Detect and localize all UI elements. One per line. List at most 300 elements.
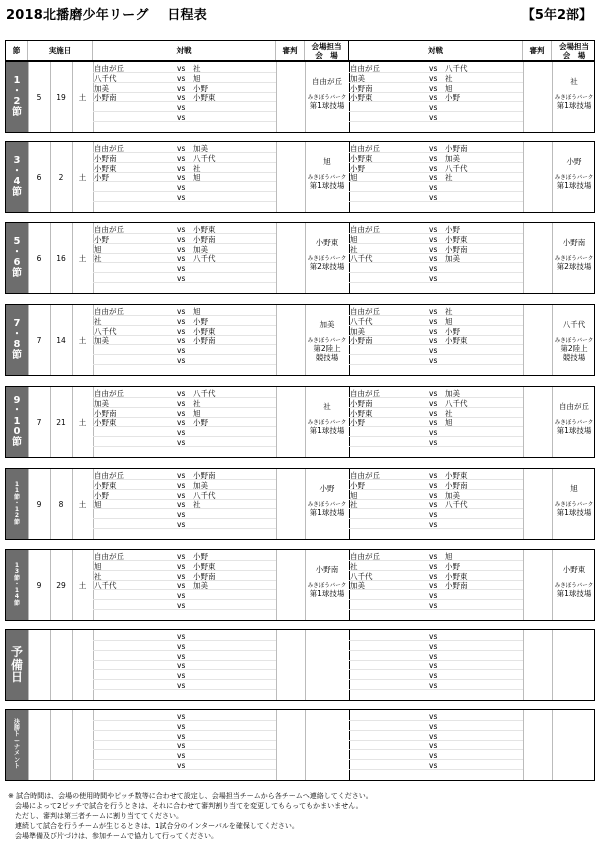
home-team: 小野東: [94, 163, 117, 173]
vs-label: vs: [429, 398, 438, 408]
match-row: [349, 601, 523, 610]
away-team: 小野: [193, 316, 208, 326]
column-divider: [305, 710, 306, 780]
round-label: [6, 305, 28, 375]
column-divider: [552, 710, 553, 780]
venue-park: みきぼうパーク: [554, 420, 594, 426]
round-label-char: ・: [12, 85, 22, 97]
home-team: 小野: [350, 163, 365, 173]
match-row: [349, 64, 523, 73]
match-row: [93, 317, 276, 326]
round-block: [5, 304, 595, 376]
venue-field: 第1球技場: [309, 589, 345, 598]
home-team: 小野南: [350, 398, 373, 408]
column-divider: [28, 142, 29, 212]
away-team: 小野南: [445, 480, 468, 490]
column-divider: [50, 710, 51, 780]
match-row: [93, 399, 276, 408]
vs-label: vs: [177, 153, 186, 163]
vs-label: vs: [177, 581, 186, 591]
column-divider: [72, 550, 73, 620]
vs-label: vs: [429, 336, 438, 346]
vs-label: vs: [177, 264, 186, 274]
match-row: [349, 681, 523, 690]
venue-field: 第1球技場: [556, 101, 592, 110]
vs-label: vs: [429, 581, 438, 591]
match-row: [349, 471, 523, 480]
vs-label: vs: [177, 751, 186, 761]
venue-park: みきぼうパーク: [307, 256, 347, 262]
round-block: [5, 709, 595, 781]
column-divider: [50, 62, 51, 132]
vs-label: vs: [177, 552, 186, 561]
col-referee-right: 審判: [523, 41, 552, 60]
match-row: [349, 93, 523, 102]
match-row: [349, 591, 523, 600]
match-row: [349, 652, 523, 661]
away-team: 旭: [193, 408, 201, 418]
match-row: [93, 642, 276, 651]
vs-label: vs: [429, 408, 438, 418]
match-row: [93, 409, 276, 418]
round-label-char: 3: [14, 568, 20, 576]
match-row: [93, 722, 276, 731]
vs-label: vs: [429, 163, 438, 173]
match-row: [93, 661, 276, 670]
vs-label: vs: [429, 153, 438, 163]
column-divider: [72, 469, 73, 539]
home-team: 自由が丘: [350, 307, 380, 316]
venue-host-team: 小野東: [562, 564, 586, 574]
column-divider: [276, 387, 277, 457]
vs-label: vs: [429, 264, 438, 274]
column-divider: [523, 62, 524, 132]
match-row: [93, 520, 276, 529]
round-block: [5, 141, 595, 213]
round-label-char: 日: [10, 670, 23, 685]
away-team: 旭: [445, 552, 453, 561]
vs-label: vs: [177, 307, 186, 316]
round-label-char: 1: [14, 561, 20, 569]
away-team: 加美: [445, 389, 460, 398]
venue-field: 第1球技場: [309, 181, 345, 190]
match-row: [93, 254, 276, 263]
column-divider: [276, 142, 277, 212]
home-team: 小野南: [94, 93, 117, 103]
date-weekday: 土: [78, 580, 87, 590]
round-block: [5, 61, 595, 133]
home-team: 小野: [350, 418, 365, 428]
venue-field: 第1球技場: [556, 426, 592, 435]
venue-field: 第2球技場: [309, 262, 345, 271]
col-venue-left: 会場担当 会 場: [305, 41, 349, 60]
match-row: [349, 164, 523, 173]
home-team: 加美: [350, 581, 365, 591]
home-team: 自由が丘: [94, 552, 124, 561]
round-label-char: 節: [13, 599, 20, 607]
date-month: 6: [36, 253, 42, 263]
match-row: [349, 741, 523, 750]
column-divider: [523, 630, 524, 700]
round-block: [5, 468, 595, 540]
match-row: [93, 193, 276, 202]
match-row: [349, 399, 523, 408]
column-divider: [72, 710, 73, 780]
round-label-char: 1: [13, 415, 21, 427]
home-team: 小野南: [350, 83, 373, 93]
match-row: [93, 356, 276, 365]
home-team: 自由が丘: [350, 552, 380, 561]
match-row: [93, 235, 276, 244]
round-label-char: 2: [13, 96, 21, 107]
home-team: 自由が丘: [350, 144, 380, 153]
vs-label: vs: [429, 193, 438, 202]
vs-label: vs: [177, 651, 186, 661]
match-row: [93, 346, 276, 355]
vs-label: vs: [177, 103, 186, 113]
home-team: 小野東: [350, 153, 373, 163]
vs-label: vs: [177, 144, 186, 153]
round-label-char: 節: [12, 106, 22, 118]
venue-park: みきぼうパーク: [554, 583, 594, 589]
column-divider: [50, 223, 51, 293]
match-row: [349, 520, 523, 529]
vs-label: vs: [429, 601, 438, 610]
column-divider: [523, 305, 524, 375]
away-team: 社: [445, 173, 453, 183]
venue-park: みきぼうパーク: [307, 175, 347, 181]
away-team: 八千代: [445, 163, 468, 173]
match-row: [93, 438, 276, 447]
vs-label: vs: [429, 571, 438, 581]
away-team: 社: [193, 163, 201, 173]
match-row: [349, 103, 523, 112]
match-row: [349, 671, 523, 680]
round-label-char: 7: [13, 318, 21, 329]
home-team: 加美: [94, 83, 109, 93]
column-divider: [50, 469, 51, 539]
venue-host-team: 自由が丘: [312, 76, 342, 86]
away-team: 旭: [193, 73, 201, 83]
vs-label: vs: [429, 144, 438, 153]
match-row: [349, 307, 523, 316]
vs-label: vs: [177, 64, 186, 73]
vs-label: vs: [177, 721, 186, 731]
match-row: [349, 84, 523, 93]
away-team: 小野東: [445, 336, 468, 346]
match-row: [349, 751, 523, 760]
match-row: [349, 389, 523, 398]
match-row: [93, 510, 276, 519]
column-divider: [72, 630, 73, 700]
vs-label: vs: [429, 346, 438, 356]
column-divider: [276, 223, 277, 293]
venue-host-team: 小野南: [315, 564, 339, 574]
away-team: 小野: [445, 93, 460, 103]
vs-label: vs: [429, 632, 438, 641]
home-team: 八千代: [350, 254, 373, 264]
match-row: [349, 732, 523, 741]
away-team: 八千代: [193, 153, 216, 163]
round-label-char: 予: [10, 645, 23, 660]
date-day: 2: [58, 172, 64, 182]
round-label-char: ト: [13, 762, 20, 770]
round-label-char: 節: [12, 436, 22, 448]
vs-label: vs: [429, 83, 438, 93]
vs-label: vs: [177, 336, 186, 346]
away-team: 小野: [193, 83, 208, 93]
vs-label: vs: [177, 173, 186, 183]
column-divider: [523, 710, 524, 780]
match-row: [93, 327, 276, 336]
match-row: [349, 274, 523, 283]
venue-host-team: 社: [323, 401, 331, 411]
away-team: 八千代: [445, 398, 468, 408]
date-weekday: 土: [78, 499, 87, 509]
vs-label: vs: [177, 500, 186, 510]
round-label: [6, 469, 28, 539]
vs-label: vs: [177, 316, 186, 326]
round-label: [6, 387, 28, 457]
match-row: [93, 74, 276, 83]
vs-label: vs: [429, 712, 438, 721]
vs-label: vs: [177, 183, 186, 193]
date-weekday: 土: [78, 335, 87, 345]
away-team: 小野: [445, 225, 460, 234]
vs-label: vs: [429, 480, 438, 490]
col-venue-right: 会場担当 会 場: [559, 41, 589, 60]
home-team: 自由が丘: [94, 471, 124, 480]
column-divider: [276, 62, 277, 132]
match-row: [349, 173, 523, 182]
round-label-char: 5: [13, 236, 21, 247]
venue-host-team: 小野南: [562, 237, 586, 247]
vs-label: vs: [429, 661, 438, 671]
match-row: [93, 418, 276, 427]
match-row: [349, 552, 523, 561]
venue-host-team: [305, 642, 349, 656]
round-label-char: ・: [12, 405, 22, 417]
vs-label: vs: [177, 510, 186, 520]
home-team: 自由が丘: [94, 64, 124, 73]
match-row: [93, 144, 276, 153]
vs-label: vs: [177, 591, 186, 601]
match-row: [349, 346, 523, 355]
away-team: 小野東: [445, 471, 468, 480]
vs-label: vs: [177, 113, 186, 122]
vs-label: vs: [429, 428, 438, 438]
date-weekday: 土: [78, 92, 87, 102]
round-label-char: 4: [14, 593, 20, 601]
column-divider: [28, 305, 29, 375]
round-label-char: 節: [12, 349, 22, 361]
col-match-left: 対戦: [93, 41, 276, 60]
venue-host-team: [305, 722, 349, 736]
away-team: 加美: [193, 244, 208, 254]
round-block: [5, 629, 595, 701]
round-label-char: 節: [12, 267, 22, 279]
date-day: 19: [56, 92, 66, 102]
round-label-char: ー: [13, 737, 20, 745]
col-date: 実施日: [28, 41, 93, 60]
match-row: [349, 154, 523, 163]
venue-field: 第1球技場: [556, 589, 592, 598]
match-row: [93, 307, 276, 316]
vs-label: vs: [429, 234, 438, 244]
home-team: 加美: [350, 326, 365, 336]
vs-label: vs: [429, 761, 438, 770]
away-team: 旭: [193, 173, 201, 183]
away-team: 加美: [445, 254, 460, 264]
away-team: 社: [193, 398, 201, 408]
home-team: 社: [94, 254, 102, 264]
away-team: 小野: [193, 552, 208, 561]
away-team: 小野南: [193, 571, 216, 581]
round-label-char: 勝: [13, 725, 20, 733]
vs-label: vs: [177, 244, 186, 254]
vs-label: vs: [177, 408, 186, 418]
vs-label: vs: [429, 641, 438, 651]
round-label-char: 8: [13, 339, 21, 350]
away-team: 旭: [445, 418, 453, 428]
match-row: [93, 103, 276, 112]
vs-label: vs: [177, 561, 186, 571]
away-team: 小野南: [193, 471, 216, 480]
match-row: [349, 356, 523, 365]
match-row: [93, 712, 276, 721]
away-team: 加美: [193, 144, 208, 153]
venue-host-team: 旭: [323, 156, 331, 166]
match-row: [93, 164, 276, 173]
home-team: 自由が丘: [94, 225, 124, 234]
date-weekday: 土: [78, 417, 87, 427]
away-team: 社: [445, 73, 453, 83]
date-weekday: [72, 710, 93, 780]
match-row: [349, 572, 523, 581]
match-row: [93, 264, 276, 273]
home-team: 旭: [94, 561, 102, 571]
vs-label: vs: [177, 254, 186, 264]
match-row: [349, 491, 523, 500]
match-row: [93, 601, 276, 610]
away-team: 小野東: [193, 225, 216, 234]
away-team: 旭: [193, 307, 201, 316]
column-divider: [72, 62, 73, 132]
match-row: [349, 264, 523, 273]
vs-label: vs: [177, 671, 186, 681]
home-team: 小野南: [94, 153, 117, 163]
match-row: [93, 751, 276, 760]
match-row: [93, 562, 276, 571]
match-row: [349, 235, 523, 244]
round-label-char: 節: [13, 574, 20, 582]
home-team: 旭: [94, 500, 102, 510]
venue-field-line2: 競技場: [562, 353, 586, 362]
round-label-char: ・: [12, 246, 22, 258]
vs-label: vs: [429, 721, 438, 731]
column-divider: [72, 223, 73, 293]
home-team: 小野: [94, 173, 109, 183]
vs-label: vs: [177, 681, 186, 690]
vs-label: vs: [429, 438, 438, 447]
venue-field: 第1球技場: [556, 508, 592, 517]
away-team: 小野東: [193, 561, 216, 571]
column-divider: [276, 710, 277, 780]
vs-label: vs: [429, 418, 438, 428]
away-team: 小野東: [445, 234, 468, 244]
away-team: 八千代: [445, 500, 468, 510]
venue-host-team: 八千代: [562, 319, 586, 329]
vs-label: vs: [177, 438, 186, 447]
match-row: [349, 254, 523, 263]
away-team: 加美: [445, 153, 460, 163]
vs-label: vs: [429, 510, 438, 520]
vs-label: vs: [177, 490, 186, 500]
round-label-char: 2: [14, 512, 20, 520]
away-team: 小野南: [445, 144, 468, 153]
venue-park: みきぼうパーク: [554, 95, 594, 101]
home-team: 旭: [350, 234, 358, 244]
match-row: [349, 183, 523, 192]
vs-label: vs: [429, 307, 438, 316]
vs-label: vs: [177, 641, 186, 651]
away-team: 加美: [193, 480, 208, 490]
venue-field: 第1球技場: [309, 508, 345, 517]
away-team: 八千代: [193, 254, 216, 264]
match-row: [349, 336, 523, 345]
column-divider: [50, 387, 51, 457]
venue-host-team: 自由が丘: [559, 401, 589, 411]
vs-label: vs: [177, 274, 186, 283]
away-team: 小野: [445, 326, 460, 336]
vs-label: vs: [177, 326, 186, 336]
date-month: [28, 630, 50, 700]
vs-label: vs: [429, 552, 438, 561]
away-team: 小野東: [445, 571, 468, 581]
home-team: 自由が丘: [350, 471, 380, 480]
home-team: 社: [350, 244, 358, 254]
match-row: [93, 84, 276, 93]
date-weekday: 土: [78, 253, 87, 263]
match-row: [349, 317, 523, 326]
away-team: 小野南: [445, 244, 468, 254]
column-divider: [276, 630, 277, 700]
column-divider: [523, 550, 524, 620]
date-day: 14: [56, 335, 66, 345]
match-row: [93, 632, 276, 641]
round-label: [6, 710, 28, 780]
home-team: 小野東: [350, 408, 373, 418]
match-row: [93, 572, 276, 581]
vs-label: vs: [429, 389, 438, 398]
match-row: [349, 144, 523, 153]
away-team: 加美: [445, 490, 460, 500]
home-team: 小野東: [350, 93, 373, 103]
round-label: [6, 630, 28, 700]
vs-label: vs: [429, 225, 438, 234]
venue-field-line2: 競技場: [315, 353, 339, 362]
match-row: [93, 681, 276, 690]
date-month: 7: [36, 335, 42, 345]
away-team: 旭: [445, 316, 453, 326]
away-team: 社: [193, 500, 201, 510]
home-team: 八千代: [94, 581, 117, 591]
venue-host-team: 社: [570, 76, 578, 86]
date-day: 8: [58, 499, 64, 509]
round-label-char: ・: [13, 499, 20, 507]
round-label-char: 9: [13, 394, 21, 406]
vs-label: vs: [429, 103, 438, 113]
